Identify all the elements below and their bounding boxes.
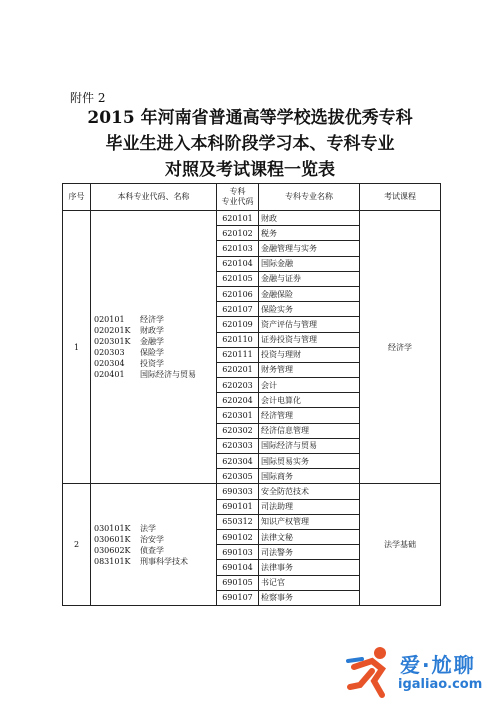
runner-logo-icon [342, 641, 402, 701]
table-row [63, 484, 441, 499]
college-major-code: 620103 [217, 241, 259, 256]
undergrad-major-item [94, 336, 216, 347]
title-line: 毕业生进入本科阶段学习本、专科专业 [105, 134, 395, 154]
undergrad-major-name: 治安学 [140, 534, 164, 544]
undergrad-major-item [94, 534, 216, 545]
undergrad-major-item [94, 556, 216, 567]
undergrad-major-item [94, 325, 216, 336]
college-major-code: 620302 [217, 423, 259, 438]
header-code-line2: 专业代码 [221, 197, 254, 206]
annex-label: 附件 2 [70, 91, 106, 105]
college-major-name: 经济管理 [259, 408, 360, 423]
college-major-code: 620204 [217, 393, 259, 408]
header-code [217, 184, 259, 211]
table-body [63, 211, 441, 606]
college-major-name: 会计 [259, 378, 360, 393]
college-major-name: 财政 [259, 211, 360, 226]
undergrad-major-code: 030602K [94, 545, 131, 555]
college-major-code: 620104 [217, 256, 259, 271]
group-number: 2 [63, 484, 91, 606]
college-major-name: 国际经济与贸易 [259, 438, 360, 453]
undergrad-major-code: 083101K [94, 556, 131, 566]
college-major-code: 690102 [217, 529, 259, 544]
college-major-code: 620101 [217, 211, 259, 226]
group-number: 1 [63, 211, 91, 484]
college-major-code: 690103 [217, 545, 259, 560]
college-major-name: 书记官 [259, 575, 360, 590]
undergrad-major-code: 030601K [94, 534, 131, 544]
college-major-name: 法律事务 [259, 560, 360, 575]
college-major-name: 投资与理财 [259, 347, 360, 362]
college-major-code: 620305 [217, 469, 259, 484]
exam-course: 经济学 [360, 211, 441, 484]
college-major-code: 620203 [217, 378, 259, 393]
college-major-code: 620106 [217, 286, 259, 301]
undergrad-major-code: 020401 [94, 370, 125, 380]
undergrad-major-item [94, 358, 216, 369]
undergrad-major-item [94, 369, 216, 380]
college-major-code: 690101 [217, 499, 259, 514]
header-name: 专科专业名称 [259, 184, 360, 211]
header-no: 序号 [63, 184, 91, 211]
undergrad-major-item [94, 314, 216, 325]
college-major-code: 620304 [217, 454, 259, 469]
exam-course: 法学基础 [360, 484, 441, 606]
college-major-name: 检察事务 [259, 590, 360, 605]
header-code-line1: 专科 [229, 187, 246, 196]
college-major-name: 国际贸易实务 [259, 454, 360, 469]
title-line: 2015 年河南省普通高等学校选拔优秀专科 [87, 108, 413, 128]
table-header-row [63, 184, 441, 211]
college-major-code: 620201 [217, 362, 259, 377]
watermark-url: igaliao.com [398, 677, 483, 692]
college-major-code: 620102 [217, 226, 259, 241]
college-major-name: 知识产权管理 [259, 514, 360, 529]
college-major-name: 资产评估与管理 [259, 317, 360, 332]
college-major-name: 法律文秘 [259, 529, 360, 544]
undergrad-major-name: 侦查学 [140, 545, 164, 555]
college-major-code: 690303 [217, 484, 259, 499]
title-line: 对照及考试课程一览表 [165, 160, 335, 180]
college-major-name: 经济信息管理 [259, 423, 360, 438]
college-major-name: 金融管理与实务 [259, 241, 360, 256]
college-major-name: 会计电算化 [259, 393, 360, 408]
undergrad-major-name: 保险学 [140, 348, 164, 358]
undergrad-major-name: 法学 [140, 523, 156, 533]
undergrad-major-item [94, 347, 216, 358]
undergrad-major-code: 020303 [94, 348, 125, 358]
header-undergrad: 本科专业代码、名称 [91, 184, 217, 211]
college-major-name: 司法助理 [259, 499, 360, 514]
college-major-code: 690104 [217, 560, 259, 575]
college-major-code: 620110 [217, 332, 259, 347]
undergrad-major-item [94, 523, 216, 534]
major-table [62, 183, 441, 606]
undergrad-major-name: 金融学 [140, 337, 164, 347]
undergrad-majors [91, 484, 217, 606]
undergrad-major-code: 020301K [94, 337, 131, 347]
undergrad-major-name: 经济学 [140, 315, 164, 325]
college-major-code: 620107 [217, 302, 259, 317]
watermark-logo [342, 641, 492, 701]
college-major-name: 安全防范技术 [259, 484, 360, 499]
undergrad-majors [91, 211, 217, 484]
college-major-name: 国际商务 [259, 469, 360, 484]
undergrad-major-name: 投资学 [140, 359, 164, 369]
college-major-code: 690107 [217, 590, 259, 605]
college-major-name: 税务 [259, 226, 360, 241]
undergrad-major-code: 020201K [94, 326, 131, 336]
college-major-code: 620111 [217, 347, 259, 362]
table-row [63, 211, 441, 226]
college-major-name: 金融与证券 [259, 271, 360, 286]
college-major-code: 690105 [217, 575, 259, 590]
college-major-code: 620105 [217, 271, 259, 286]
undergrad-major-item [94, 545, 216, 556]
college-major-name: 司法警务 [259, 545, 360, 560]
undergrad-major-code: 020304 [94, 359, 125, 369]
college-major-code: 650312 [217, 514, 259, 529]
undergrad-major-code: 030101K [94, 523, 131, 533]
college-major-name: 国际金融 [259, 256, 360, 271]
college-major-name: 保险实务 [259, 302, 360, 317]
document-title [0, 105, 500, 183]
undergrad-major-code: 020101 [94, 315, 125, 325]
undergrad-major-name: 刑事科学技术 [140, 556, 188, 566]
college-major-code: 620301 [217, 408, 259, 423]
college-major-name: 金融保险 [259, 286, 360, 301]
undergrad-major-name: 国际经济与贸易 [140, 370, 196, 380]
header-exam: 考试课程 [360, 184, 441, 211]
college-major-code: 620109 [217, 317, 259, 332]
college-major-name: 证券投资与管理 [259, 332, 360, 347]
watermark-brand: 爱·尬聊 [400, 653, 476, 677]
college-major-code: 620303 [217, 438, 259, 453]
undergrad-major-name: 财政学 [140, 326, 164, 336]
college-major-name: 财务管理 [259, 362, 360, 377]
